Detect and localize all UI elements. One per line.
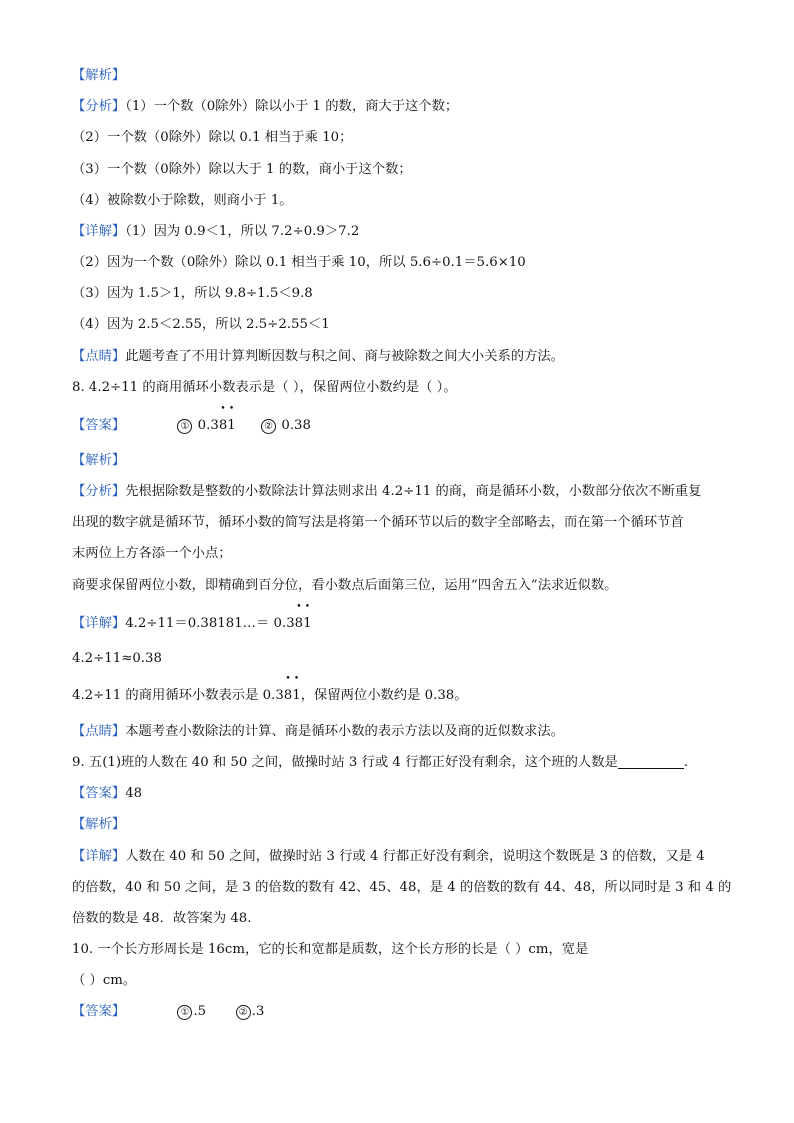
q9-xiangjie-3: 倍数的数是 48．故答案为 48. — [72, 911, 252, 926]
q9-xiangjie-2: 的倍数，40 和 50 之间，是 3 的倍数的数有 42、45、48，是 4 的倍数的数有 44、48，所以同时是 3 和 4 的 — [72, 880, 732, 895]
q9-answer: 【答案】48 — [72, 786, 143, 801]
q9-question: 9. 五(1)班的人数在 40 和 50 之间，做操时站 3 行或 4 行都正好没有剩余，这个班的人数是 . — [72, 755, 689, 770]
q10-question-1: 10. 一个长方形周长是 16cm，它的长和宽都是质数，这个长方形的长是（ ）cm，宽是 — [72, 942, 589, 957]
q9-xiangjie-1: 【详解】人数在 40 和 50 之间，做操时站 3 行或 4 行都正好没有剩余，说明这个数既是 3 的倍数，又是 4 — [72, 849, 705, 864]
answer-marker-1: ① — [177, 1005, 192, 1020]
q10-answer: 【答案】 ① .5 ② .3 — [72, 1004, 265, 1019]
q8-fenxi-2: 出现的数字就是循环节，循环小数的简写法是将第一个循环节以后的数字全部略去，而在第一个循环节首 — [72, 515, 684, 530]
q8-fenxi-4: 商要求保留两位小数，即精确到百分位，看小数点后面第三位，运用“四舍五入”法求近似数。 — [72, 578, 618, 593]
q8-fenxi-3: 末两位上方各添一个小点； — [72, 546, 232, 561]
repeating-decimal: 0.3• 8• 1 — [198, 416, 236, 436]
xiangjie-line-2: （2）因为一个数（0除外）除以 0.1 相当于乘 10，所以 5.6÷0.1＝5.6×10 — [72, 255, 526, 270]
q8-dianjing: 【点睛】本题考查小数除法的计算、商是循环小数的表示方法以及商的近似数求法。 — [72, 724, 564, 739]
answer-blank — [618, 754, 684, 769]
dianjing-line: 【点睛】此题考查了不用计算判断因数与积之间、商与被除数之间大小关系的方法。 — [72, 349, 564, 364]
answer-marker-1: ① — [177, 419, 192, 434]
xiangjie-line-3: （3）因为 1.5＞1，所以 9.8÷1.5＜9.8 — [72, 286, 313, 301]
fenxi-line-3: （3）一个数（0除外）除以大于 1 的数，商小于这个数； — [72, 162, 412, 177]
q9-jiexi-tag: 【解析】 — [72, 817, 126, 832]
q10-question-2: （ ）cm。 — [72, 973, 137, 988]
xiangjie-line-1: 【详解】（1）因为 0.9＜1，所以 7.2÷0.9＞7.2 — [72, 224, 360, 239]
q8-line-2: 4.2÷11≈0.38 — [72, 651, 162, 666]
q8-question: 8. 4.2÷11 的商用循环小数表示是（ ），保留两位小数约是（ ）。 — [72, 380, 457, 395]
q8-xiangjie-1: 【详解】4.2÷11＝0.38181…＝ 0.3• 8• 1 — [72, 614, 722, 634]
repeating-decimal: 0.3• 8• 1 — [263, 686, 301, 706]
repeating-decimal: 0.3• 8• 1 — [274, 614, 312, 634]
fenxi-line-4: （4）被除数小于除数，则商小于 1。 — [72, 193, 293, 208]
answer-marker-2: ② — [236, 1005, 251, 1020]
answer-value-2: 0.38 — [281, 418, 311, 433]
fenxi-line-1: 【分析】（1）一个数（0除外）除以小于 1 的数，商大于这个数； — [72, 99, 459, 114]
q8-fenxi-1: 【分析】先根据除数是整数的小数除法计算法则求出 4.2÷11 的商，商是循环小数，小数部分依次不断重复 — [72, 484, 702, 499]
fenxi-line-2: （2）一个数（0除外）除以 0.1 相当于乘 10； — [72, 130, 353, 145]
jiexi-tag: 【解析】 — [72, 68, 126, 83]
q8-answer: 【答案】 ① 0.3• 8• 1 ② 0.38 — [72, 416, 722, 436]
answer-marker-2: ② — [261, 419, 276, 434]
q8-jiexi-tag: 【解析】 — [72, 453, 126, 468]
xiangjie-line-4: （4）因为 2.5＜2.55，所以 2.5÷2.55＜1 — [72, 317, 330, 332]
q8-line-3: 4.2÷11 的商用循环小数表示是 0.3• 8• 1，保留两位小数约是 0.38。 — [72, 686, 722, 706]
